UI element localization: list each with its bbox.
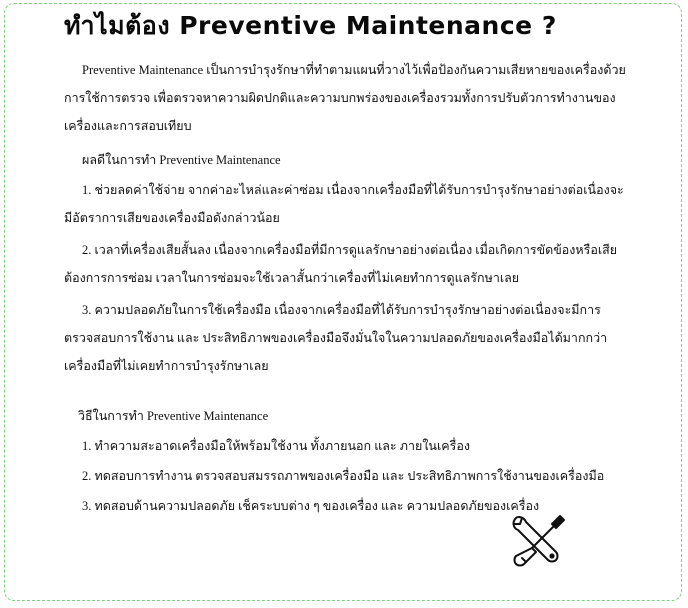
wrench-screwdriver-icon (508, 510, 568, 570)
page-title: ทำไมต้อง Preventive Maintenance ? (64, 11, 557, 40)
benefit-item-3: 3. ความปลอดภัยในการใช้เครื่องมือ เนื่องจากเครื่องมือที่ได้รับการบำรุงรักษาอย่างต่อเนื่องจะมีการตรวจสอบการใช้งาน และ ประสิทธิภาพของเครื่องมือจึงมั่นใจในความปลอดภัยของเครื่องมือได้มากกว่าเครื่องมือที่ไม่เคยทำการบำรุงรักษาเลย (64, 303, 608, 373)
methods-heading: วิธีในการทำ Preventive Maintenance (78, 409, 269, 423)
benefit-item-1: 1. ช่วยลดค่าใช้จ่าย จากค่าอะไหล่และค่าซ่อม เนื่องจากเครื่องมือที่ได้รับการบำรุงรักษาอย่างต่อเนื่องจะมีอัตราการเสียของเครื่องมือดังกล่าวน้อย (64, 183, 624, 225)
benefit-item-2: 2. เวลาที่เครื่องเสียสั้นลง เนื่องจากเครื่องมือที่มีการดูแลรักษาอย่างต่อเนื่อง เมื่อเกิดการขัดข้องหรือเสียต้องการการซ่อม เวลาในการซ่อมจะใช้เวลาสั้นกว่าเครื่องที่ไม่เคยทำการดูแลรักษาเลย (64, 243, 618, 285)
method-item-1: 1. ทำความสะอาดเครื่องมือให้พร้อมใช้งาน ทั้งภายนอก และ ภายในเครื่อง (82, 439, 470, 453)
benefits-heading: ผลดีในการทำ Preventive Maintenance (82, 153, 281, 167)
intro-paragraph: Preventive Maintenance เป็นการบำรุงรักษาที่ทำตามแผนที่วางไว้เพื่อป้องกันความเสียหายของเครื่องด้วยการใช้การตรวจ เพื่อตรวจหาความผิดปกติและความบกพร่องของเครื่องรวมทั้งการปรับตัวการทำงานของเครื่องและการสอบเทียบ (64, 63, 626, 133)
method-item-3: 3. ทดสอบด้านความปลอดภัย เช็คระบบต่าง ๆ ของเครื่อง และ ความปลอดภัยของเครื่อง (82, 499, 540, 513)
method-item-2: 2. ทดสอบการทำงาน ตรวจสอบสมรรถภาพของเครื่องมือ และ ประสิทธิภาพการใช้งานของเครื่องมือ (82, 469, 605, 483)
